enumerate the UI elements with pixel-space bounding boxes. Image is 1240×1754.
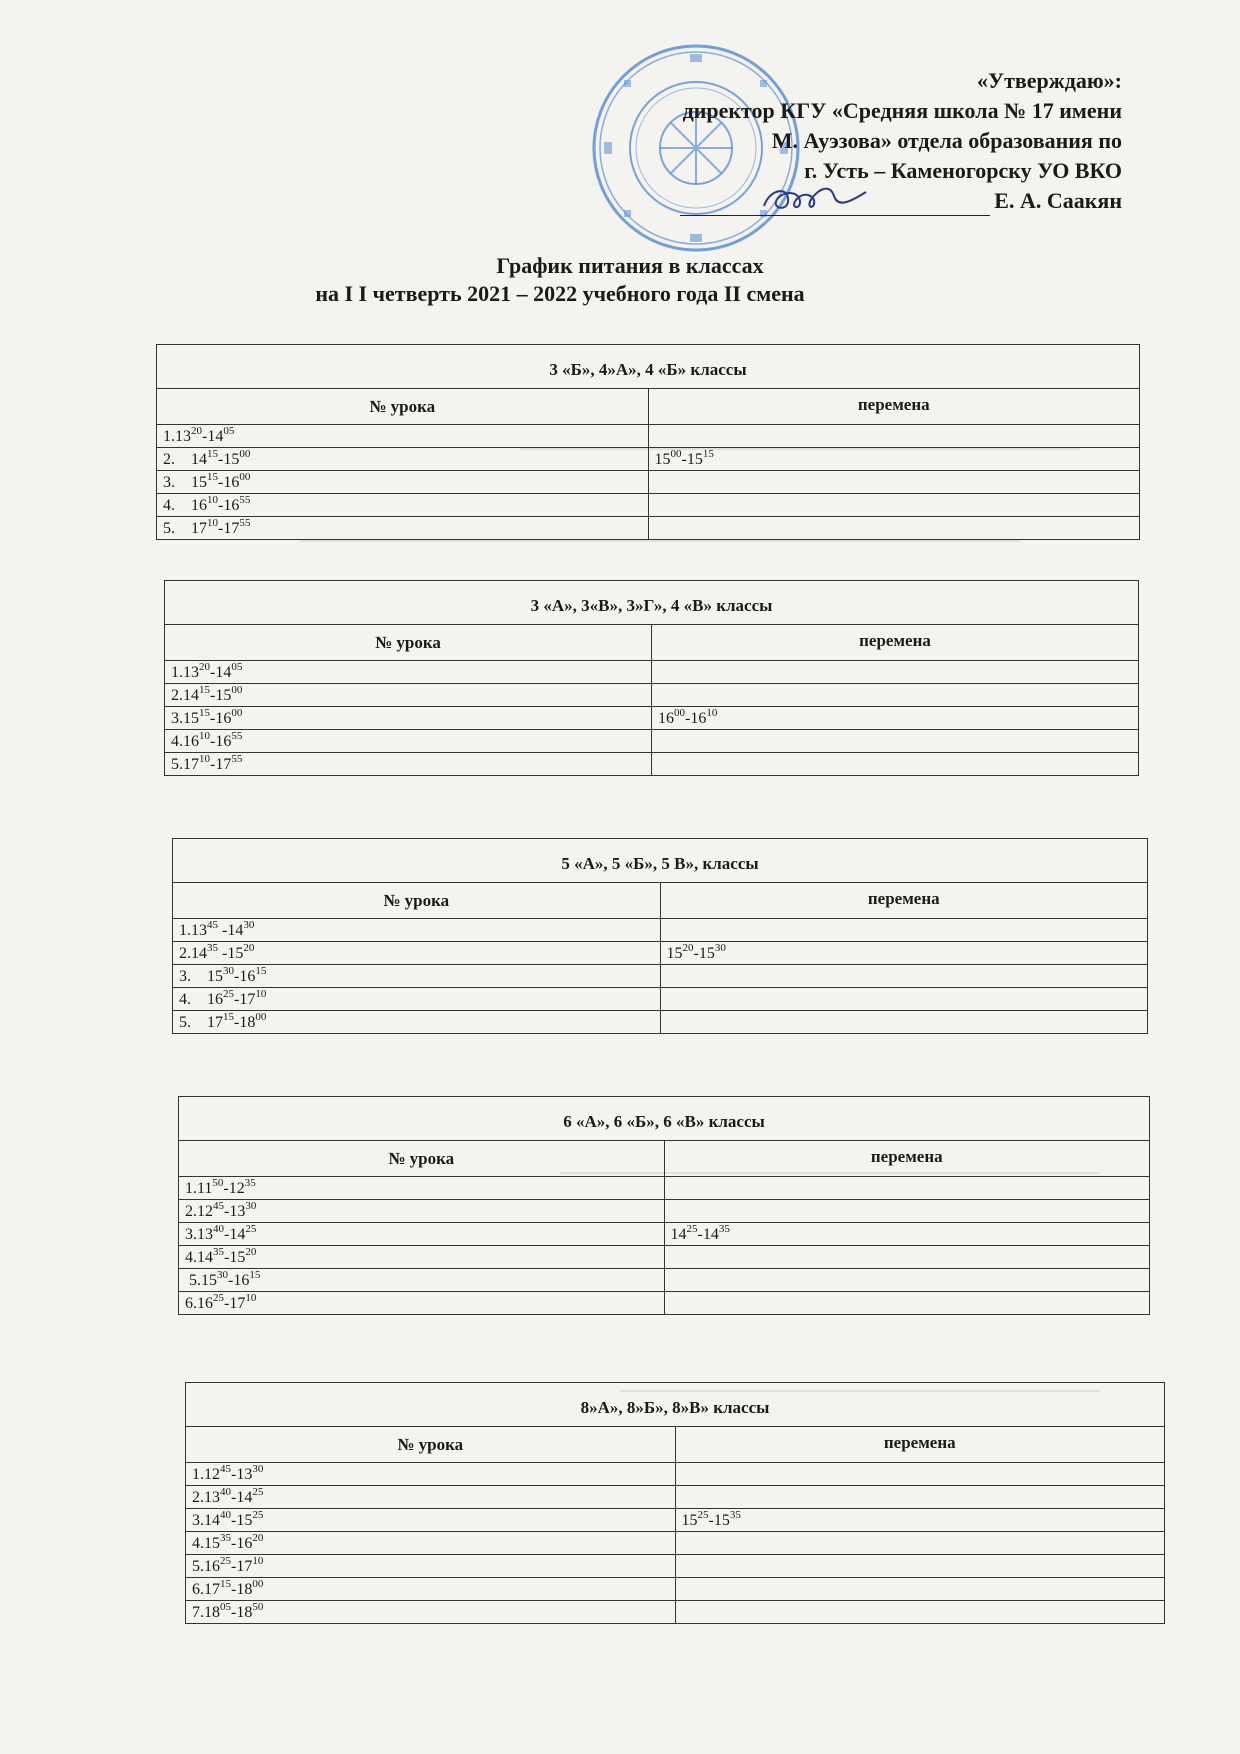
lesson-start-hour: 16 (191, 497, 207, 514)
lesson-end-minute: 20 (245, 1245, 257, 1258)
lesson-start-minute: 35 (207, 941, 218, 954)
lesson-start-hour: 13 (175, 428, 191, 445)
lesson-time-cell (186, 1463, 676, 1486)
break-time-cell (648, 471, 1140, 494)
lesson-start-hour: 18 (204, 1604, 220, 1621)
group-row (165, 581, 1139, 625)
class-group-title: 5 «А», 5 «Б», 5 В», классы (173, 839, 1148, 883)
lesson-start-hour: 13 (204, 1489, 220, 1506)
lesson-number: 6. (185, 1295, 197, 1312)
lesson-end-minute: 10 (245, 1291, 257, 1304)
break-time-cell (675, 1578, 1165, 1601)
lesson-start-hour: 17 (207, 1014, 223, 1031)
break-time-cell (675, 1509, 1165, 1532)
break-start-minute: 00 (674, 706, 685, 719)
lesson-end-hour: -17 (224, 1295, 246, 1312)
group-row (157, 345, 1140, 389)
lesson-number: 7. (192, 1604, 204, 1621)
schedule-table (164, 580, 1139, 776)
lesson-end-hour: -16 (218, 497, 240, 514)
lesson-number: 1. (179, 922, 191, 939)
lesson-end-hour: -13 (231, 1466, 253, 1483)
lesson-column-header: № урока (165, 625, 652, 661)
lesson-end-minute: 20 (252, 1531, 264, 1544)
break-time-cell (675, 1601, 1165, 1624)
lesson-number: 2. (179, 945, 191, 962)
lesson-number: 2. (185, 1203, 197, 1220)
break-start-hour: 15 (666, 945, 683, 962)
break-start-hour: 15 (681, 1512, 698, 1529)
lesson-end-hour: -16 (231, 1535, 253, 1552)
break-start-minute: 00 (670, 447, 682, 460)
lesson-start-minute: 25 (213, 1291, 224, 1304)
lesson-time-cell (179, 1177, 665, 1200)
lesson-number: 3. (192, 1512, 204, 1529)
break-time-cell (652, 707, 1139, 730)
lesson-time-cell (179, 1269, 665, 1292)
break-time-cell (648, 425, 1140, 448)
table-row (186, 1578, 1165, 1601)
table-row (157, 494, 1140, 517)
lesson-start-hour: 15 (201, 1272, 217, 1289)
lesson-start-minute: 15 (199, 706, 210, 719)
lesson-time-cell (173, 965, 661, 988)
table-row (186, 1509, 1165, 1532)
lesson-end-hour: -16 (234, 968, 256, 985)
lesson-start-hour: 12 (197, 1203, 213, 1220)
lesson-number: 2. (171, 687, 183, 704)
lesson-end-hour: -15 (218, 945, 244, 962)
lesson-number: 6. (192, 1581, 204, 1598)
lesson-time-cell (165, 661, 652, 684)
lesson-start-minute: 15 (223, 1010, 234, 1023)
break-start-minute: 20 (682, 941, 694, 954)
lesson-start-minute: 35 (213, 1245, 224, 1258)
lesson-start-hour: 14 (191, 945, 207, 962)
lesson-number: 2. (163, 451, 191, 468)
break-time-cell (664, 1246, 1150, 1269)
lesson-end-minute: 35 (244, 1176, 256, 1189)
lesson-start-minute: 15 (199, 683, 210, 696)
lesson-start-minute: 20 (191, 424, 202, 437)
schedule-table (178, 1096, 1150, 1315)
lesson-end-minute: 00 (231, 683, 243, 696)
lesson-end-hour: -12 (223, 1180, 245, 1197)
lesson-start-minute: 45 (220, 1462, 231, 1475)
break-end-minute: 10 (706, 706, 718, 719)
header-row (173, 883, 1148, 919)
break-start-hour: 14 (670, 1226, 687, 1243)
lesson-start-minute: 35 (220, 1531, 231, 1544)
approval-block (680, 66, 1122, 216)
header-row (186, 1427, 1165, 1463)
lesson-number: 2. (192, 1489, 204, 1506)
lesson-time-cell (173, 942, 661, 965)
break-time-cell (652, 661, 1139, 684)
lesson-start-hour: 16 (197, 1295, 213, 1312)
break-start-minute: 25 (697, 1508, 709, 1521)
approval-signer: Е. А. Саакян (994, 188, 1122, 213)
approval-position: директор КГУ «Средняя школа № 17 имени (682, 98, 1122, 123)
lesson-end-minute: 55 (231, 752, 243, 765)
lesson-start-hour: 14 (183, 687, 199, 704)
schedule-table (185, 1382, 1165, 1624)
break-time-cell (664, 1177, 1150, 1200)
lesson-number: 3. (185, 1226, 197, 1243)
lesson-start-hour: 17 (183, 756, 199, 773)
break-time-cell (660, 919, 1148, 942)
break-time-cell (675, 1555, 1165, 1578)
lesson-end-hour: -15 (231, 1512, 253, 1529)
break-column-header: перемена (664, 1141, 1150, 1177)
lesson-end-minute: 55 (239, 516, 251, 529)
lesson-time-cell (157, 471, 649, 494)
lesson-start-hour: 16 (207, 991, 223, 1008)
lesson-end-minute: 00 (252, 1577, 264, 1590)
lesson-end-minute: 10 (255, 987, 267, 1000)
lesson-time-cell (186, 1555, 676, 1578)
lesson-end-hour: -14 (210, 664, 232, 681)
table-row (179, 1269, 1150, 1292)
class-group-title: 3 «А», 3«В», 3»Г», 4 «В» классы (165, 581, 1139, 625)
approval-heading: «Утверждаю»: (976, 68, 1122, 93)
lesson-number: 5. (163, 520, 191, 537)
lesson-end-hour: -14 (231, 1489, 253, 1506)
lesson-start-minute: 20 (199, 660, 210, 673)
lesson-start-hour: 13 (183, 664, 199, 681)
lesson-time-cell (186, 1578, 676, 1601)
lesson-end-hour: -16 (210, 733, 232, 750)
group-row (179, 1097, 1150, 1141)
approval-city: г. Усть – Каменогорску УО ВКО (804, 158, 1122, 183)
lesson-end-minute: 25 (245, 1222, 257, 1235)
lesson-number: 3. (171, 710, 183, 727)
table-row (165, 730, 1139, 753)
break-time-cell (660, 988, 1148, 1011)
lesson-end-minute: 25 (252, 1508, 264, 1521)
table-row (173, 1011, 1148, 1034)
table-row (186, 1601, 1165, 1624)
break-end-minute: 15 (702, 447, 714, 460)
lesson-number: 1. (185, 1180, 197, 1197)
table-row (179, 1200, 1150, 1223)
lesson-number: 5. (179, 1014, 207, 1031)
lesson-time-cell (173, 988, 661, 1011)
lesson-time-cell (165, 684, 652, 707)
table-row (179, 1292, 1150, 1315)
lesson-start-hour: 15 (207, 968, 223, 985)
break-start-minute: 25 (686, 1222, 698, 1235)
break-column-header: перемена (652, 625, 1139, 661)
lesson-start-minute: 15 (220, 1577, 231, 1590)
lesson-start-minute: 10 (207, 493, 218, 506)
lesson-number: 5. (171, 756, 183, 773)
break-time-cell (675, 1532, 1165, 1555)
break-time-cell (660, 965, 1148, 988)
lesson-column-header: № урока (179, 1141, 665, 1177)
break-column-header: перемена (648, 389, 1140, 425)
lesson-time-cell (165, 753, 652, 776)
lesson-time-cell (157, 425, 649, 448)
lesson-start-hour: 16 (183, 733, 199, 750)
break-time-cell (660, 942, 1148, 965)
break-start-hour: 15 (654, 451, 671, 468)
lesson-start-minute: 05 (220, 1600, 231, 1613)
lesson-time-cell (179, 1200, 665, 1223)
header-row (157, 389, 1140, 425)
lesson-number: 5. (192, 1558, 204, 1575)
table-row (173, 965, 1148, 988)
lesson-end-hour: -16 (228, 1272, 250, 1289)
lesson-end-hour: -17 (231, 1558, 253, 1575)
lesson-start-minute: 45 (213, 1199, 224, 1212)
lesson-start-hour: 12 (204, 1466, 220, 1483)
title-line-2: на I I четверть 2021 – 2022 учебного года II смена (315, 281, 805, 306)
table-row (165, 753, 1139, 776)
lesson-end-hour: -15 (218, 451, 240, 468)
lesson-start-minute: 40 (220, 1485, 231, 1498)
lesson-time-cell (157, 448, 649, 471)
lesson-start-minute: 10 (207, 516, 218, 529)
approval-signature-line (680, 186, 1122, 216)
break-column-header: перемена (675, 1427, 1165, 1463)
table-row (165, 661, 1139, 684)
lesson-time-cell (173, 919, 661, 942)
table-row (157, 517, 1140, 540)
lesson-end-minute: 20 (243, 941, 255, 954)
lesson-end-minute: 00 (239, 447, 251, 460)
class-group-title: 6 «А», 6 «Б», 6 «В» классы (179, 1097, 1150, 1141)
lesson-end-minute: 55 (231, 729, 243, 742)
lesson-start-hour: 13 (191, 922, 207, 939)
lesson-time-cell (157, 494, 649, 517)
lesson-start-hour: 14 (204, 1512, 220, 1529)
break-time-cell (652, 684, 1139, 707)
schedule-table (156, 344, 1140, 540)
lesson-start-hour: 16 (204, 1558, 220, 1575)
break-end-hour: -15 (693, 945, 715, 962)
break-time-cell (648, 448, 1140, 471)
lesson-start-hour: 13 (197, 1226, 213, 1243)
lesson-start-minute: 45 (207, 918, 218, 931)
table-row (186, 1532, 1165, 1555)
lesson-end-minute: 50 (252, 1600, 264, 1613)
lesson-number: 1. (192, 1466, 204, 1483)
lesson-end-minute: 30 (243, 918, 255, 931)
lesson-column-header: № урока (186, 1427, 676, 1463)
lesson-time-cell (186, 1532, 676, 1555)
lesson-start-minute: 40 (213, 1222, 224, 1235)
lesson-end-hour: -17 (234, 991, 256, 1008)
break-end-minute: 35 (718, 1222, 730, 1235)
lesson-time-cell (173, 1011, 661, 1034)
break-end-hour: -15 (681, 451, 703, 468)
class-group-title: 8»А», 8»Б», 8»В» классы (186, 1383, 1165, 1427)
lesson-start-minute: 50 (212, 1176, 224, 1189)
lesson-start-minute: 40 (220, 1508, 231, 1521)
break-time-cell (664, 1200, 1150, 1223)
lesson-end-hour: -13 (224, 1203, 246, 1220)
table-row (157, 448, 1140, 471)
lesson-end-hour: -15 (210, 687, 232, 704)
lesson-time-cell (165, 730, 652, 753)
lesson-number: 5. (185, 1272, 201, 1289)
approval-department: М. Ауэзова» отдела образования по (771, 128, 1122, 153)
lesson-number: 4. (185, 1249, 197, 1266)
lesson-start-hour: 15 (183, 710, 199, 727)
lesson-end-minute: 05 (231, 660, 243, 673)
table-row (179, 1223, 1150, 1246)
table-row (157, 425, 1140, 448)
lesson-column-header: № урока (173, 883, 661, 919)
scan-noise (300, 540, 1020, 542)
lesson-number: 4. (192, 1535, 204, 1552)
lesson-end-hour: -16 (210, 710, 232, 727)
lesson-number: 1. (171, 664, 183, 681)
break-time-cell (675, 1463, 1165, 1486)
lesson-end-minute: 00 (239, 470, 251, 483)
lesson-start-minute: 30 (223, 964, 234, 977)
table-row (173, 942, 1148, 965)
break-end-hour: -15 (708, 1512, 730, 1529)
lesson-end-hour: -18 (234, 1014, 256, 1031)
lesson-number: 4. (179, 991, 207, 1008)
break-time-cell (648, 494, 1140, 517)
lesson-end-hour: -14 (224, 1226, 246, 1243)
signature-underline (680, 194, 990, 216)
lesson-start-hour: 15 (204, 1535, 220, 1552)
lesson-start-hour: 14 (197, 1249, 213, 1266)
lesson-number: 4. (171, 733, 183, 750)
lesson-time-cell (157, 517, 649, 540)
lesson-end-hour: -16 (218, 474, 240, 491)
lesson-end-minute: 15 (255, 964, 267, 977)
break-time-cell (652, 730, 1139, 753)
break-time-cell (664, 1223, 1150, 1246)
break-column-header: перемена (660, 883, 1148, 919)
group-row (186, 1383, 1165, 1427)
lesson-end-minute: 00 (231, 706, 243, 719)
lesson-end-minute: 25 (252, 1485, 264, 1498)
lesson-end-hour: -17 (210, 756, 232, 773)
table-row (173, 919, 1148, 942)
lesson-start-hour: 17 (191, 520, 207, 537)
lesson-time-cell (165, 707, 652, 730)
break-time-cell (664, 1269, 1150, 1292)
header-row (179, 1141, 1150, 1177)
lesson-time-cell (186, 1509, 676, 1532)
group-row (173, 839, 1148, 883)
lesson-time-cell (186, 1486, 676, 1509)
lesson-start-hour: 11 (197, 1180, 213, 1197)
lesson-number: 1. (163, 428, 175, 445)
lesson-start-hour: 15 (191, 474, 207, 491)
break-time-cell (675, 1486, 1165, 1509)
lesson-start-minute: 15 (207, 447, 218, 460)
lesson-end-hour: -14 (202, 428, 224, 445)
lesson-start-minute: 10 (199, 752, 210, 765)
lesson-number: 3. (179, 968, 207, 985)
lesson-start-minute: 15 (207, 470, 218, 483)
lesson-end-minute: 00 (255, 1010, 267, 1023)
lesson-start-minute: 25 (223, 987, 234, 1000)
break-start-hour: 16 (658, 710, 674, 727)
table-row (186, 1463, 1165, 1486)
break-time-cell (664, 1292, 1150, 1315)
class-group-title: 3 «Б», 4»А», 4 «Б» классы (157, 345, 1140, 389)
lesson-time-cell (179, 1246, 665, 1269)
table-row (165, 684, 1139, 707)
break-end-hour: -14 (697, 1226, 719, 1243)
lesson-number: 4. (163, 497, 191, 514)
lesson-time-cell (179, 1223, 665, 1246)
header-row (165, 625, 1139, 661)
lesson-time-cell (186, 1601, 676, 1624)
lesson-time-cell (179, 1292, 665, 1315)
lesson-end-minute: 05 (223, 424, 235, 437)
lesson-end-hour: -18 (231, 1604, 253, 1621)
table-row (186, 1555, 1165, 1578)
lesson-end-hour: -17 (218, 520, 240, 537)
lesson-start-minute: 30 (217, 1268, 228, 1281)
lesson-start-minute: 25 (220, 1554, 231, 1567)
break-time-cell (660, 1011, 1148, 1034)
table-row (186, 1486, 1165, 1509)
table-row (179, 1177, 1150, 1200)
lesson-end-hour: -14 (218, 922, 244, 939)
break-end-minute: 35 (729, 1508, 741, 1521)
lesson-end-hour: -18 (231, 1581, 253, 1598)
break-end-hour: -16 (685, 710, 707, 727)
table-row (173, 988, 1148, 1011)
lesson-start-minute: 10 (199, 729, 210, 742)
table-row (157, 471, 1140, 494)
break-end-minute: 30 (714, 941, 726, 954)
break-time-cell (652, 753, 1139, 776)
table-row (179, 1246, 1150, 1269)
lesson-number: 3. (163, 474, 191, 491)
break-time-cell (648, 517, 1140, 540)
lesson-end-minute: 15 (249, 1268, 261, 1281)
title-line-1: График питания в классах (496, 253, 764, 278)
lesson-end-minute: 10 (252, 1554, 264, 1567)
lesson-start-hour: 17 (204, 1581, 220, 1598)
document-title (0, 252, 1240, 308)
lesson-column-header: № урока (157, 389, 649, 425)
lesson-end-minute: 30 (245, 1199, 257, 1212)
lesson-end-minute: 55 (239, 493, 251, 506)
lesson-start-hour: 14 (191, 451, 207, 468)
lesson-end-hour: -15 (224, 1249, 246, 1266)
schedule-table (172, 838, 1148, 1034)
table-row (165, 707, 1139, 730)
lesson-end-minute: 30 (252, 1462, 264, 1475)
